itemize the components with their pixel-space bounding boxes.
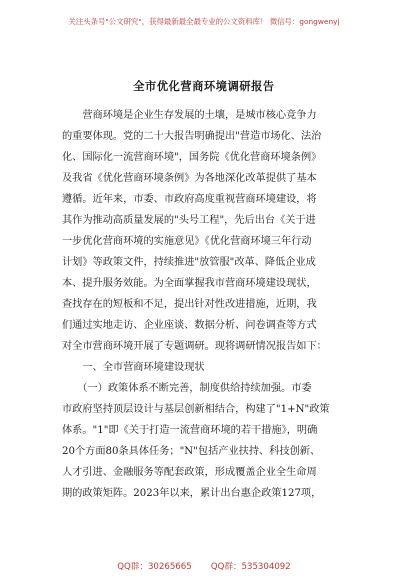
document-body: [62, 105, 355, 504]
body-line: 对全市营商环境开展了专题调研。现将调研情况报告如下：: [62, 341, 327, 352]
header-banner: 关注头条号"公文研究"，获得最新最全最专业的公文资料库！ 微信号：gongwenyj: [68, 17, 340, 26]
body-line: 体系。"1"即《关于打造一流营商环境的若干措施》，明确: [62, 425, 318, 436]
body-line: 市政府坚持顶层设计与基层创新相结合，构建了"1+N"政策: [62, 404, 330, 415]
body-line: 一步优化营商环境的实施意见》《优化营商环境三年行动: [62, 236, 312, 247]
body-line: 计划》等政策文件，持续推进"放管服"改革、降低企业成: [62, 257, 316, 268]
body-line: 查找存在的短板和不足，提出针对性改进措施，近期，我: [62, 299, 317, 310]
body-line: 期的政策矩阵。2023年以来，累计出台惠企政策127项，: [62, 488, 322, 499]
body-line: 化、国际化一流营商环境"，国务院《优化营商环境条例》: [62, 152, 322, 163]
footer-qq-groups: QQ群：30265665 QQ群：535304092: [117, 562, 291, 572]
body-line: 人才引进、金融服务等配套政策，形成覆盖企业全生命周: [62, 467, 317, 478]
body-line: 营商环境是企业生存发展的土壤，是城市核心竞争力: [62, 110, 317, 121]
body-line: 遵循。近年来，市委、市政府高度重视营商环境建设，将: [62, 194, 317, 205]
body-line: 们通过实地走访、企业座谈、数据分析、问卷调查等方式: [62, 320, 317, 331]
body-line: 20个方面80条具体任务；"N"包括产业扶持、科技创新、: [62, 446, 321, 457]
body-line: 及我省《优化营商环境条例》为各地深化改革提供了基本: [62, 173, 317, 184]
body-line: （一）政策体系不断完善，制度供给持续加强。市委: [62, 383, 312, 394]
body-line: 其作为推动高质量发展的"头号工程"，先后出台《关于进: [62, 215, 316, 226]
body-line: 的重要体现。党的二十大报告明确提出"营造市场化、法治: [62, 131, 322, 142]
body-line: 本、提升服务效能。为全面掌握我市营商环境建设现状，: [62, 278, 317, 289]
document-title: 全市优化营商环境调研报告: [133, 80, 275, 93]
section-heading: 一、全市营商环境建设现状: [62, 362, 205, 373]
